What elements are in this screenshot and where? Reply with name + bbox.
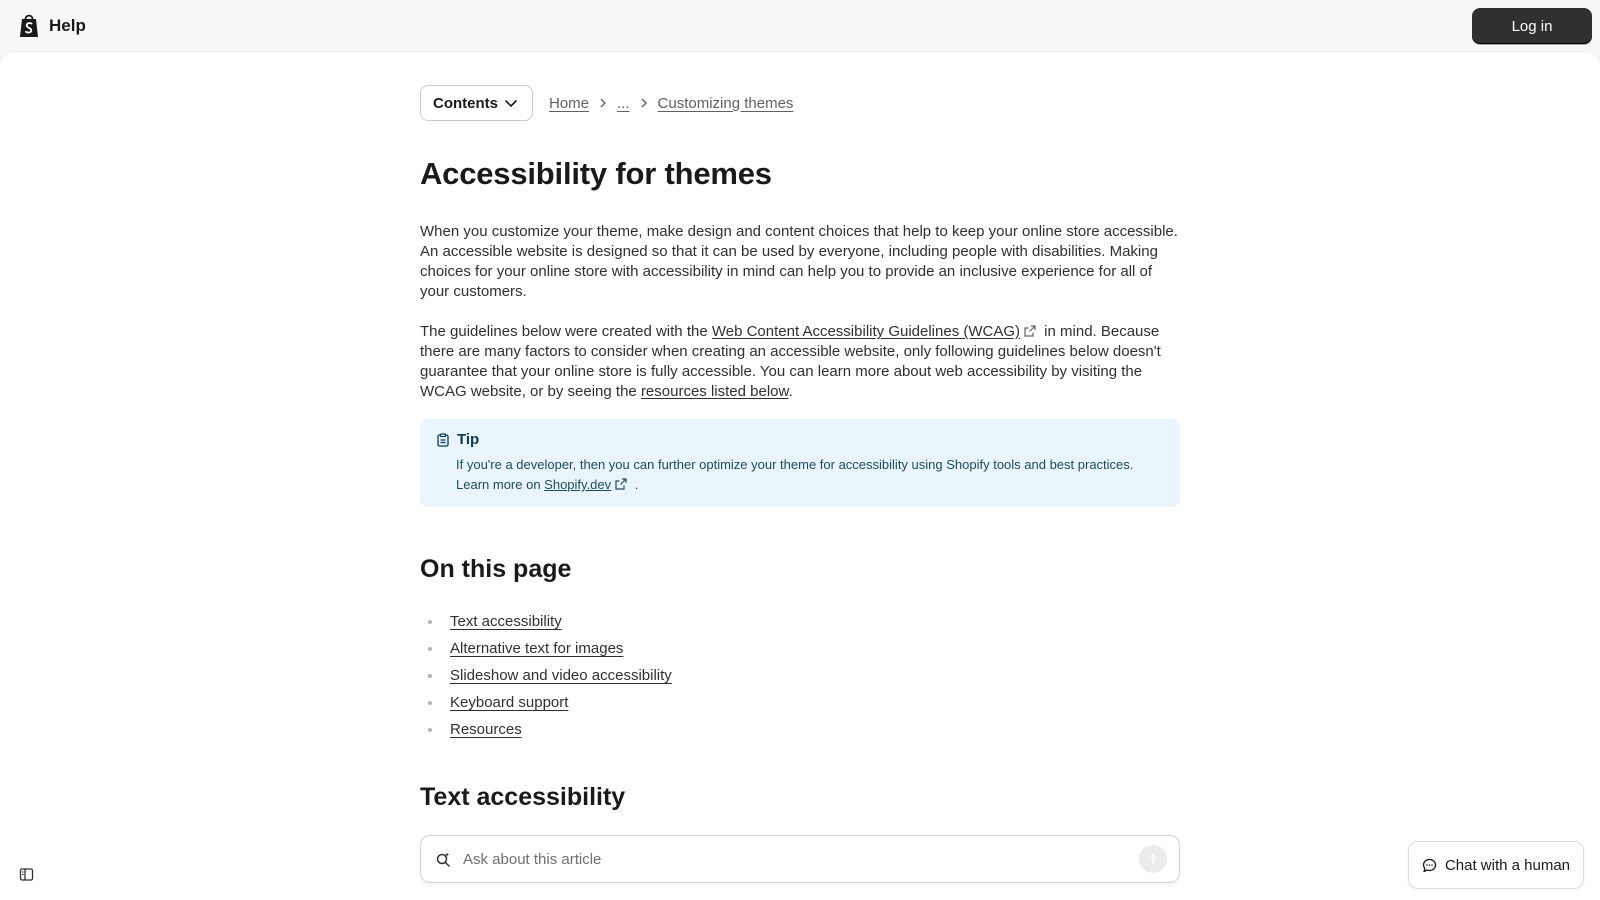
search-sparkle-icon: [435, 851, 451, 867]
toc-link-resources[interactable]: Resources: [450, 721, 522, 738]
wcag-link[interactable]: Web Content Accessibility Guidelines (WCAG): [711, 323, 1021, 340]
chevron-down-icon: [504, 96, 518, 110]
on-this-page-title: On this page: [420, 555, 572, 583]
chat-bubble-icon: [1422, 858, 1437, 873]
arrow-up-icon: [1147, 853, 1159, 865]
resources-listed-below-link[interactable]: resources listed below: [640, 383, 789, 400]
toc-link-alt-text[interactable]: Alternative text for images: [450, 640, 624, 657]
list-item: [420, 608, 672, 635]
top-bar: [0, 0, 1600, 52]
bullet: [428, 728, 432, 732]
list-item: [420, 662, 672, 689]
breadcrumb-row: [420, 85, 793, 121]
bullet: [428, 620, 432, 624]
tip-callout: [420, 419, 1180, 507]
list-item: [420, 716, 672, 743]
breadcrumb-ellipsis[interactable]: ...: [617, 94, 630, 112]
on-this-page-list: [420, 608, 672, 743]
guidelines-text-start: The guidelines below were created with the: [420, 323, 712, 340]
help-title: Help: [49, 16, 86, 35]
send-button[interactable]: [1139, 845, 1167, 873]
tip-text-end: .: [631, 477, 639, 492]
tip-header: [436, 431, 1164, 448]
breadcrumb-home[interactable]: Home: [549, 94, 590, 112]
chevron-right-icon: [639, 98, 649, 108]
breadcrumb-customizing-themes[interactable]: Customizing themes: [657, 94, 794, 112]
sidebar-toggle-button[interactable]: [18, 867, 34, 883]
sidebar-panel-icon: [19, 867, 34, 882]
tip-body: [456, 455, 1164, 495]
external-link-icon: [615, 478, 627, 490]
guidelines-paragraph: [420, 322, 1180, 402]
guidelines-text-end: .: [788, 383, 793, 400]
bullet: [428, 701, 432, 705]
chat-with-human-button[interactable]: [1408, 841, 1584, 889]
toc-link-text-accessibility[interactable]: Text accessibility: [450, 613, 562, 630]
shopify-logo-icon: [18, 13, 40, 39]
intro-paragraph: When you customize your theme, make design and content choices that help to keep your online store accessible. An accessible website is designed so that it can be used by everyone, including people with disabilities. Making choices for your online store with accessibility in mind can help you to provide an inclusive experience for all of your customers.: [420, 223, 1178, 300]
bullet: [428, 674, 432, 678]
bullet: [428, 647, 432, 651]
ask-input[interactable]: [463, 851, 1139, 868]
chat-label: Chat with a human: [1444, 856, 1571, 874]
brand[interactable]: [18, 13, 86, 39]
toc-link-keyboard-support[interactable]: Keyboard support: [450, 694, 569, 711]
external-link-icon: [1024, 325, 1036, 337]
list-item: [420, 635, 672, 662]
chevron-right-icon: [598, 98, 608, 108]
list-item: [420, 689, 672, 716]
tip-text: If you're a developer, then you can further optimize your theme for accessibility using Shopify tools and best practices. Learn more on: [456, 457, 1134, 492]
ask-article-box: [420, 835, 1180, 883]
main-sheet: [0, 52, 1600, 900]
toc-link-slideshow-video[interactable]: Slideshow and video accessibility: [450, 667, 672, 684]
tip-title: Tip: [457, 431, 480, 448]
clipboard-icon: [436, 433, 450, 447]
login-button[interactable]: Log in: [1472, 8, 1592, 44]
guidelines-text-middle: in mind. Because there are many factors to consider when creating an accessible website, only following guidelines below doesn't guarantee that your online store is fully accessible. You can learn more about web accessibility by visiting the WCAG website, or by seeing the: [420, 323, 1161, 400]
page-title: Accessibility for themes: [420, 156, 772, 191]
shopify-dev-link[interactable]: Shopify.dev: [544, 477, 612, 492]
contents-button[interactable]: [420, 85, 533, 121]
contents-label: Contents: [433, 94, 498, 112]
breadcrumb: [549, 95, 793, 112]
text-accessibility-heading: Text accessibility: [420, 783, 626, 811]
